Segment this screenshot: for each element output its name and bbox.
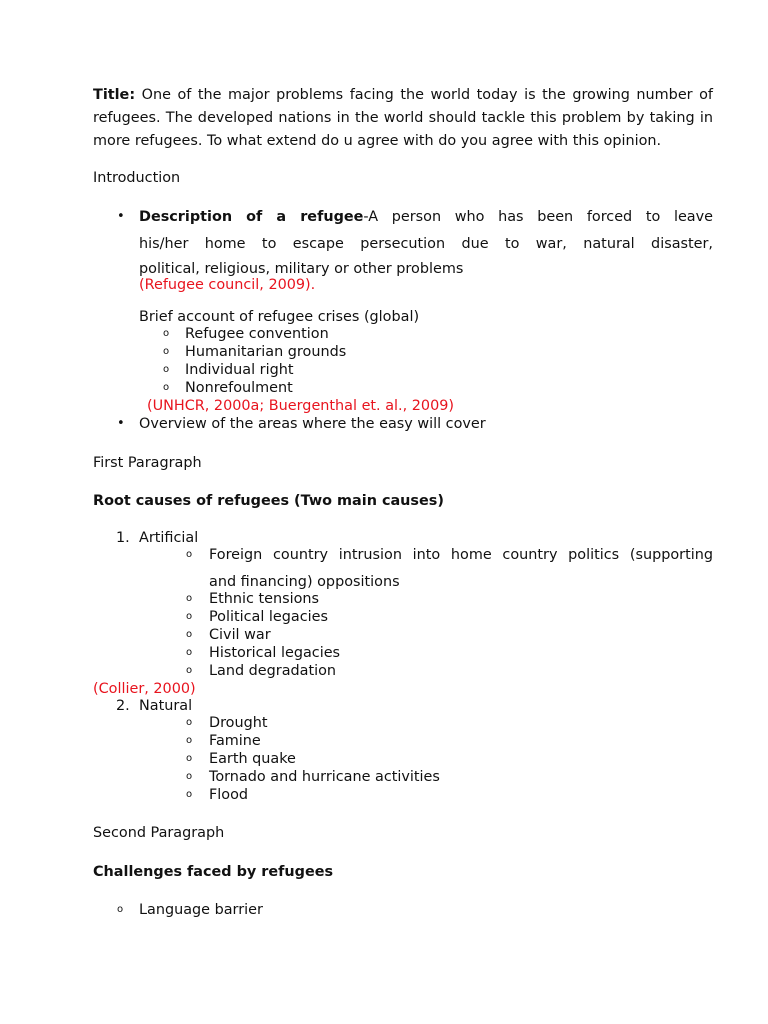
artificial-citation: (Collier, 2000) bbox=[93, 681, 196, 697]
brief-item: Individual right bbox=[185, 362, 294, 378]
artificial-item: Civil war bbox=[209, 627, 271, 643]
root-causes-heading: Root causes of refugees (Two main causes) bbox=[93, 493, 444, 509]
first-paragraph-heading: First Paragraph bbox=[93, 455, 202, 471]
sub-bullet-icon: o bbox=[163, 382, 170, 393]
sub-bullet-icon: o bbox=[186, 771, 193, 782]
title-line-3: more refugees. To what extend do u agree with do you agree with this opinion. bbox=[93, 133, 662, 149]
description-line-2: his/her home to escape persecution due to war, natural disaster, bbox=[139, 236, 713, 252]
natural-item: Tornado and hurricane activities bbox=[209, 769, 440, 785]
artificial-item: Ethnic tensions bbox=[209, 591, 319, 607]
sub-bullet-icon: o bbox=[186, 717, 193, 728]
brief-item: Humanitarian grounds bbox=[185, 344, 347, 360]
natural-item: Famine bbox=[209, 733, 261, 749]
natural-item: Drought bbox=[209, 715, 268, 731]
sub-bullet-icon: o bbox=[163, 328, 170, 339]
natural-label: Natural bbox=[139, 698, 193, 714]
artificial-item-first-line-1: Foreign country intrusion into home country politics (supporting bbox=[209, 547, 713, 563]
natural-number: 2. bbox=[116, 698, 130, 714]
title-line-1 bbox=[93, 86, 713, 104]
artificial-item-first-line-2: and financing) oppositions bbox=[209, 574, 400, 590]
artificial-item: Historical legacies bbox=[209, 645, 341, 661]
challenges-heading: Challenges faced by refugees bbox=[93, 864, 334, 880]
sub-bullet-icon: o bbox=[186, 735, 193, 746]
sub-bullet-icon: o bbox=[186, 611, 193, 622]
bullet-icon: • bbox=[117, 209, 125, 224]
description-citation: (Refugee council, 2009). bbox=[139, 277, 316, 293]
introduction-heading: Introduction bbox=[93, 170, 181, 186]
sub-bullet-icon: o bbox=[186, 629, 193, 640]
description-line-3: political, religious, military or other problems bbox=[139, 261, 464, 277]
bullet-icon: • bbox=[117, 416, 125, 431]
artificial-item: Political legacies bbox=[209, 609, 328, 625]
challenge-item: Language barrier bbox=[139, 902, 263, 918]
artificial-number: 1. bbox=[116, 530, 130, 546]
title-text-1: One of the major problems facing the world today is the growing number of bbox=[135, 87, 713, 103]
sub-bullet-icon: o bbox=[186, 753, 193, 764]
description-term: Description of a refugee bbox=[139, 209, 364, 225]
sub-bullet-icon: o bbox=[186, 665, 193, 676]
natural-item: Earth quake bbox=[209, 751, 296, 767]
sub-bullet-icon: o bbox=[186, 789, 193, 800]
brief-citation: (UNHCR, 2000a; Buergenthal et. al., 2009) bbox=[147, 398, 454, 414]
artificial-label: Artificial bbox=[139, 530, 199, 546]
brief-item: Refugee convention bbox=[185, 326, 329, 342]
description-text-1: -A person who has been forced to leave bbox=[363, 209, 713, 225]
brief-item: Nonrefoulment bbox=[185, 380, 293, 396]
title-line-2: refugees. The developed nations in the world should tackle this problem by taking in bbox=[93, 110, 713, 126]
natural-item: Flood bbox=[209, 787, 249, 803]
description-line-1 bbox=[139, 208, 713, 226]
sub-bullet-icon: o bbox=[186, 593, 193, 604]
sub-bullet-icon: o bbox=[186, 647, 193, 658]
sub-bullet-icon: o bbox=[117, 904, 124, 915]
overview-text: Overview of the areas where the easy will cover bbox=[139, 416, 486, 432]
title-label: Title: bbox=[93, 87, 136, 103]
sub-bullet-icon: o bbox=[163, 346, 170, 357]
artificial-item: Land degradation bbox=[209, 663, 337, 679]
brief-account: Brief account of refugee crises (global) bbox=[139, 309, 420, 325]
sub-bullet-icon: o bbox=[163, 364, 170, 375]
sub-bullet-icon: o bbox=[186, 549, 193, 560]
second-paragraph-heading: Second Paragraph bbox=[93, 825, 225, 841]
